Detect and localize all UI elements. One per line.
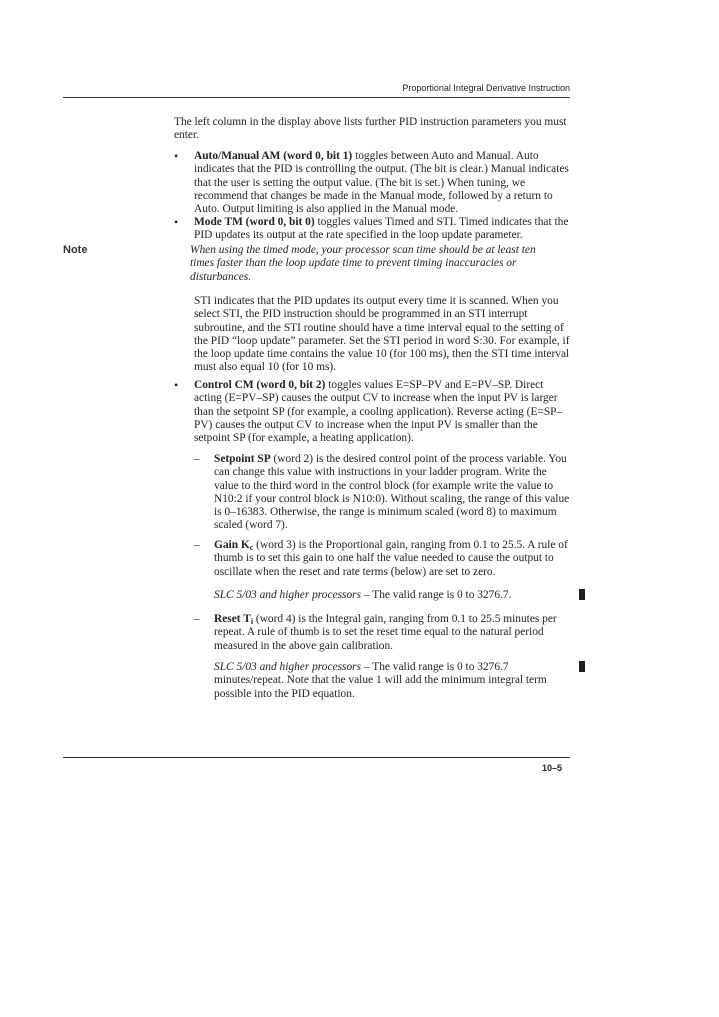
item-text [214, 453, 570, 533]
term-control: Control CM (word 0, bit 2) [194, 379, 326, 391]
header-rule [63, 97, 570, 98]
dash-marker: – [194, 453, 200, 465]
running-header: Proportional Integral Derivative Instruction [402, 83, 570, 93]
bullet-marker: • [174, 378, 179, 392]
term-setpoint: Setpoint SP [214, 453, 271, 465]
term-reset: Reset $T_i$ [214, 613, 254, 626]
change-bar [579, 589, 585, 600]
desc-setpoint: (word 2) is the desired control point of the process variable. You can change this value with instructions in your ladder program. Write the value to the third word in the control block (for example write the value to N10:2 if your control block is N10:0). Without scaling, the range of this value is 0–16383. Otherwise, the range is minimum scaled (word 8) to maximum scaled (word 7). [214, 453, 570, 532]
sti-paragraph: STI indicates that the PID updates its output every time it is scanned. When you select STI, the PID instruction should be programmed in an STI interrupt subroutine, and the STI routine should have a time interval equal to the setting of the PID “loop update” parameter. Set the STI period in word S:30. For example, if the loop update time contains the value 10 (for 100 ms), then the STI time interval must also equal 10 (for 10 ms). [194, 295, 570, 374]
dash-marker: – [194, 613, 200, 625]
gain-processor-note: SLC 5/03 and higher processors – The valid range is 0 to 3276.7. [214, 589, 512, 601]
desc-reset: (word 4) is the Integral gain, ranging from 0.1 to 25.5 minutes per repeat. A rule of thumb is to set the reset time equal to the natural period measured in the above gain calibration. [214, 613, 557, 652]
term-auto-manual: Auto/Manual AM (word 0, bit 1) [194, 150, 353, 162]
desc-gain: (word 3) is the Proportional gain, ranging from 0.1 to 25.5. A rule of thumb is to set this gain to one half the value needed to cause the output to oscillate when the reset and rate terms (below) are set to zero. [214, 539, 568, 578]
term-mode: Mode TM (word 0, bit 0) [194, 216, 315, 228]
bullet-text [194, 216, 570, 243]
dash-marker: – [194, 539, 200, 551]
bullet-text [194, 379, 570, 445]
footer-rule [63, 757, 570, 758]
item-text [214, 539, 570, 579]
desc-control: toggles values E=SP–PV and E=PV–SP. Direct acting (E=PV–SP) causes the output CV to increase when the input PV is larger than the setpoint SP (for example, a cooling application). Reverse acting (E=SP–PV) causes the output CV to increase when the input PV is smaller than the setpoint SP (for example, a heating application). [194, 379, 563, 445]
reset-processor-note: SLC 5/03 and higher processors – The valid range is 0 to 3276.7 minutes/repeat. Note that the value 1 will add the minimum integral term possible into the PID equation. [214, 661, 547, 700]
note-label: Note [63, 244, 88, 256]
subscript-c: c [249, 543, 254, 552]
bullet-text [194, 150, 570, 216]
term-gain: Gain $K_c$ [214, 539, 254, 552]
desc-auto-manual: toggles between Auto and Manual. Auto indicates that the PID is controlling the output. (The bit is clear.) Manual indicates that the user is setting the output value. (The bit is set.) When tuning, we recommend that changes be made in the Manual mode, followed by a return to Auto. Output limiting is also applied in the Manual mode. [194, 150, 569, 216]
subscript-i: i [250, 617, 254, 626]
bullet-marker: • [174, 149, 179, 163]
intro-paragraph: The left column in the display above lists further PID instruction parameters you must enter. [174, 116, 567, 142]
bullet-marker: • [174, 215, 179, 229]
item-text [214, 613, 570, 653]
page-number: 10–5 [541, 763, 562, 773]
desc-mode: toggles values Timed and STI. Timed indicates that the PID updates its output at the rate specified in the loop update parameter. [194, 216, 569, 242]
note-text: When using the timed mode, your processor scan time should be at least ten times faster than the loop update time to prevent timing inaccuracies or disturbances. [190, 244, 536, 283]
change-bar [579, 661, 585, 672]
